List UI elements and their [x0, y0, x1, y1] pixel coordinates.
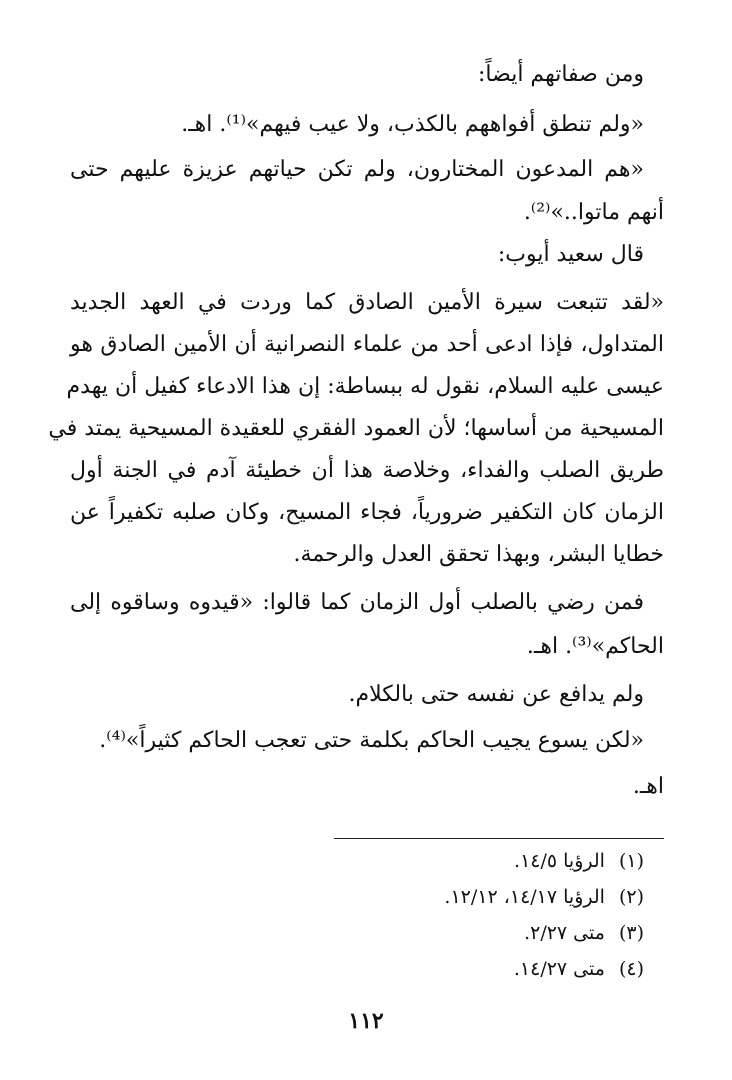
text-line: الزمان كان التكفير ضرورياً، فجاء المسيح، وكان صلبه تكفيراً عن — [70, 500, 664, 525]
text-line: «لقد تتبعت سيرة الأمين الصادق كما وردت في العهد الجديد — [70, 290, 664, 315]
page-number: ١١٢ — [348, 1008, 384, 1034]
footnote-separator — [334, 838, 664, 839]
text-line: المتداول، فإذا ادعى أحد من علماء النصرانية أن الأمين الصادق هو — [70, 332, 664, 357]
text-line: عيسى عليه السلام، نقول له ببساطة: إن هذا الادعاء كفيل أن يهدم — [66, 374, 664, 399]
footnote — [444, 884, 644, 910]
text-line: اهـ. — [632, 774, 664, 799]
footnote-number: (١) — [618, 850, 644, 872]
text-line: فمن رضي بالصلب أول الزمان كما قالوا: «قيدوه وساقوه إلى — [70, 590, 644, 615]
footnote — [514, 848, 644, 874]
footnote-text: الرؤيا ١٤/١٧، ١٢/١٢. — [444, 886, 605, 908]
text-line: خطايا البشر، وبهذا تحقق العدل والرحمة. — [293, 542, 664, 567]
text-line: «هم المدعون المختارون، ولم تكن حياتهم عزيزة عليهم حتى — [70, 157, 644, 182]
text-line: الحاكم»⁽³⁾. اهـ. — [526, 634, 664, 659]
footnote-number: (٤) — [618, 958, 644, 980]
footnote-number: (٢) — [618, 886, 644, 908]
text-line: أنهم ماتوا..»⁽²⁾. — [523, 200, 664, 225]
footnote — [514, 956, 644, 982]
text-line: قال سعيد أيوب: — [497, 242, 644, 267]
footnote-text: الرؤيا ١٤/٥. — [514, 850, 605, 872]
footnote-number: (٣) — [618, 922, 644, 944]
footnote-text: متى ٢/٢٧. — [524, 922, 605, 944]
text-line: ولم يدافع عن نفسه حتى بالكلام. — [348, 682, 644, 707]
text-line: «لكن يسوع يجيب الحاكم بكلمة حتى تعجب الحاكم كثيراً»⁽⁴⁾. — [99, 728, 644, 753]
text-line: المسيحية من أساسها؛ لأن العمود الفقري للعقيدة المسيحية يمتد في — [48, 416, 664, 441]
footnote-text: متى ١٤/٢٧. — [513, 958, 605, 980]
text-line: ومن صفاتهم أيضاً: — [478, 62, 644, 87]
text-line: «ولم تنطق أفواههم بالكذب، ولا عيب فيهم»⁽¹⁾. اهـ. — [181, 112, 644, 137]
text-line: طريق الصلب والفداء، وخلاصة هذا أن خطيئة آدم في الجنة أول — [70, 458, 664, 483]
footnote — [524, 920, 644, 946]
